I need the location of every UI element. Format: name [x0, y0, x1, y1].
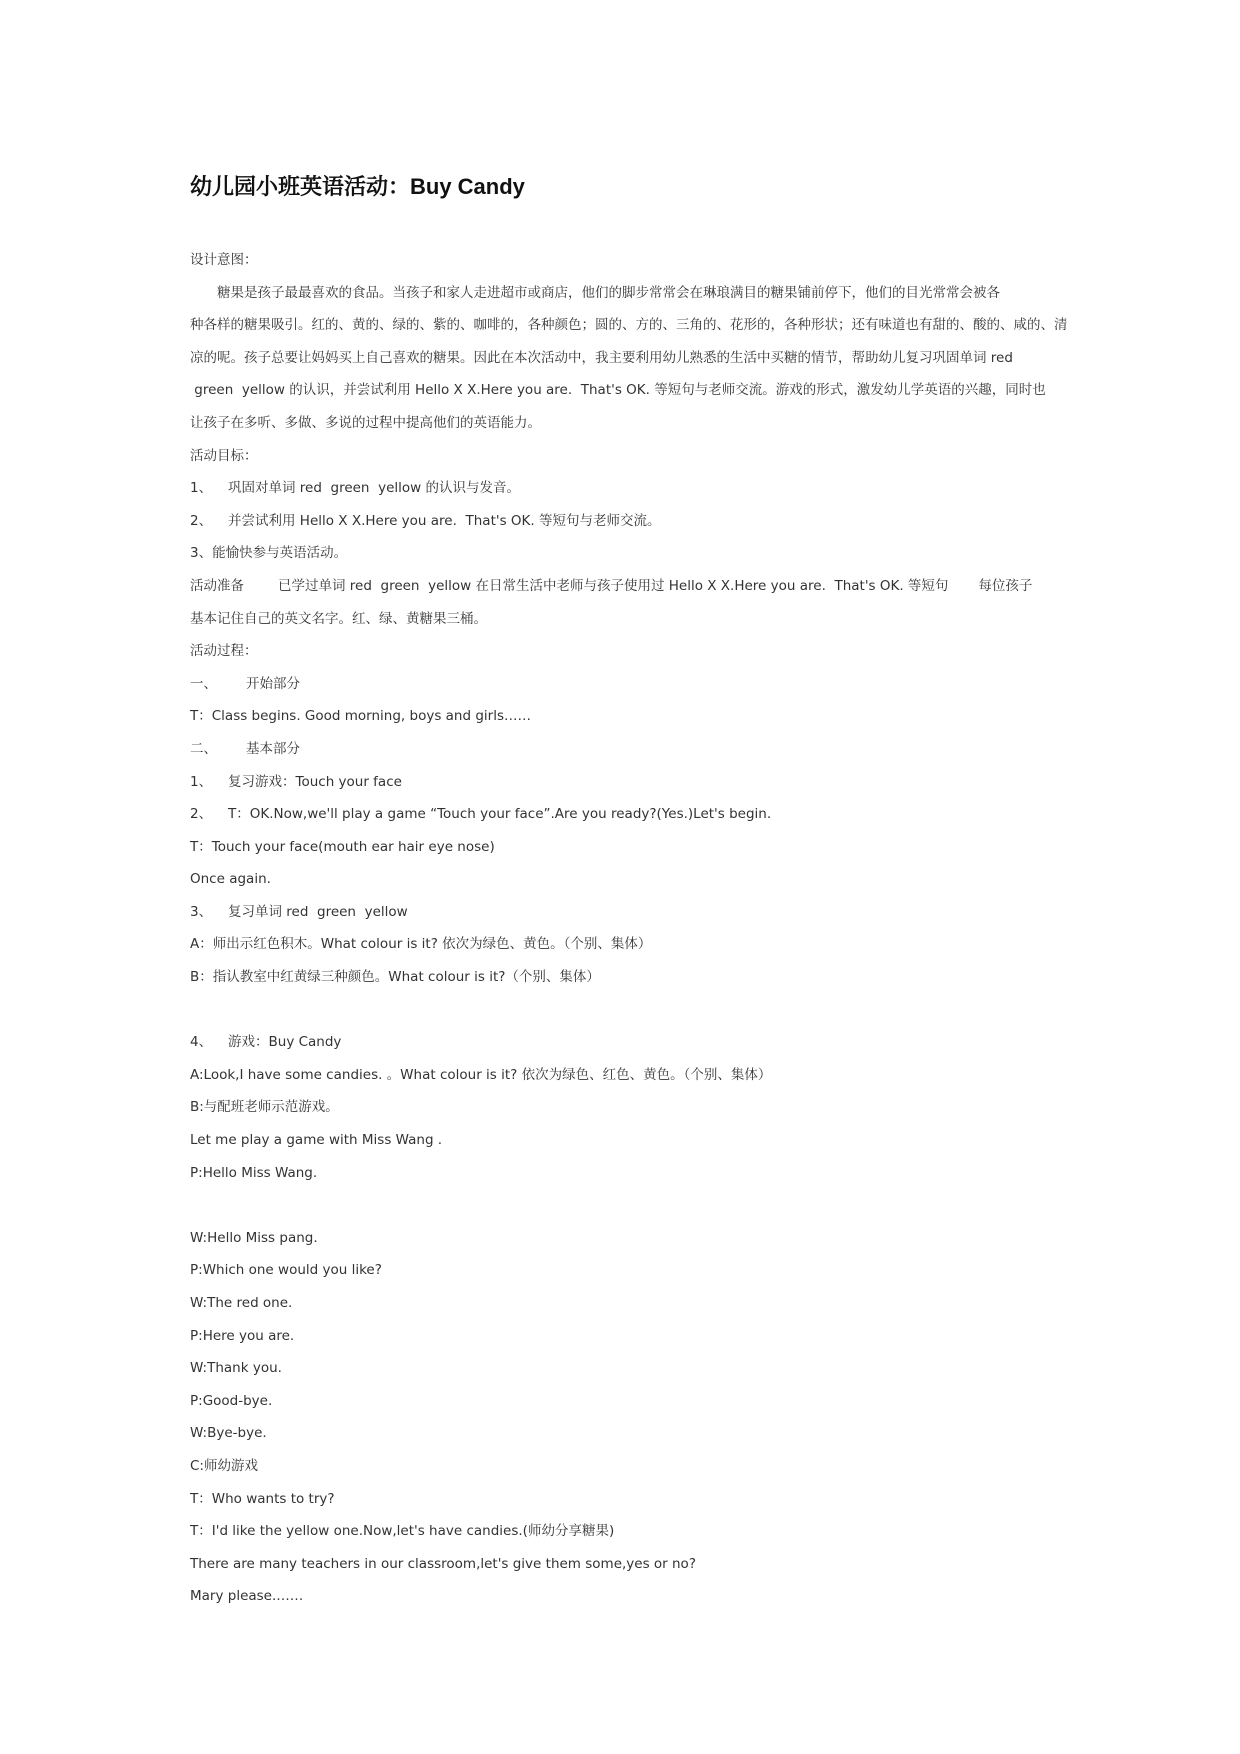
dialogue-line: W:Hello Miss pang.: [190, 1229, 318, 1246]
part-number: 二、: [190, 740, 217, 757]
step-item: [190, 766, 1060, 799]
process-heading: 活动过程：: [190, 643, 258, 660]
dialogue-line: C:师幼游戏: [190, 1457, 258, 1474]
step-item: [190, 798, 1060, 831]
goal-text: 巩固对单词 red green yellow 的认识与发音。: [228, 480, 520, 497]
step-text: 游戏：Buy Candy: [228, 1034, 342, 1051]
dialogue-line: Once again.: [190, 871, 271, 888]
dialogue-line: T：Who wants to try?: [190, 1490, 335, 1507]
process-part-heading: [190, 733, 1060, 766]
part-label: 基本部分: [246, 740, 300, 757]
dialogue-line: T：I'd like the yellow one.Now,let's have candies.(师幼分享糖果): [190, 1523, 615, 1540]
dialogue-line: Let me play a game with Miss Wang .: [190, 1132, 443, 1149]
design-intent-line: 糖果是孩子最最喜欢的食品。当孩子和家人走进超市或商店，他们的脚步常常会在琳琅满目的糖果铺前停下，他们的目光常常会被各: [217, 284, 1000, 301]
dialogue-line: A：师出示红色积木。What colour is it? 依次为绿色、黄色。（个别、集体）: [190, 936, 652, 953]
dialogue-line: P:Here you are.: [190, 1327, 295, 1344]
goal-number: 1、: [190, 480, 213, 497]
step-number: 4、: [190, 1034, 213, 1051]
prep-text-tail: 每位孩子: [978, 577, 1033, 594]
goal-item: 3、能愉快参与英语活动。: [190, 545, 348, 562]
dialogue-line: There are many teachers in our classroom,let's give them some,yes or no?: [190, 1555, 696, 1572]
part-label: 开始部分: [246, 675, 300, 692]
document-body: [190, 170, 1068, 1613]
part-number: 一、: [190, 675, 217, 692]
step-text: 复习单词 red green yellow: [228, 903, 408, 920]
dialogue-line: W:The red one.: [190, 1295, 293, 1311]
prep-line-2: 基本记住自己的英文名字。红、绿、黄糖果三桶。: [190, 610, 487, 627]
goals-heading: 活动目标：: [190, 447, 258, 464]
design-intent-line: 让孩子在多听、多做、多说的过程中提高他们的英语能力。: [190, 414, 541, 431]
prep-text: 已学过单词 red green yellow 在日常生活中老师与孩子使用过 Hello X X.Here you are. That's OK. 等短句: [278, 577, 949, 594]
step-text: 复习游戏：Touch your face: [228, 773, 402, 790]
dialogue-line: B：指认教室中红黄绿三种颜色。What colour is it?（个别、集体）: [190, 969, 600, 986]
goal-text: 并尝试利用 Hello X X.Here you are. That's OK. 等短句与老师交流。: [228, 512, 661, 529]
prep-line: [190, 570, 1060, 603]
step-number: 3、: [190, 903, 213, 920]
design-intent-heading: 设计意图：: [190, 252, 258, 268]
dialogue-line: P:Which one would you like?: [190, 1262, 382, 1279]
design-intent-line: green yellow 的认识，并尝试利用 Hello X X.Here you are. That's OK. 等短句与老师交流。游戏的形式，激发幼儿学英语的兴趣，同时也: [190, 382, 1046, 399]
dialogue-line: T：Class begins. Good morning, boys and girls……: [190, 708, 531, 725]
step-item: [190, 1026, 1060, 1059]
goal-item: [190, 505, 1060, 538]
design-intent-line: 凉的呢。孩子总要让妈妈买上自己喜欢的糖果。因此在本次活动中，我主要利用幼儿熟悉的生活中买糖的情节，帮助幼儿复习巩固单词 red: [190, 349, 1013, 366]
step-text: T：OK.Now,we'll play a game “Touch your face”.Are you ready?(Yes.)Let's begin.: [228, 806, 772, 823]
design-intent-line: 种各样的糖果吸引。红的、黄的、绿的、紫的、咖啡的，各种颜色；圆的、方的、三角的、花形的，各种形状；还有味道也有甜的、酸的、咸的、清: [190, 317, 1068, 334]
dialogue-line: W:Thank you.: [190, 1360, 282, 1377]
spacer: [190, 994, 1060, 1027]
dialogue-line: A:Look,I have some candies. 。What colour is it? 依次为绿色、红色、黄色。（个别、集体）: [190, 1066, 772, 1083]
dialogue-line: Mary please.……: [190, 1588, 304, 1605]
dialogue-line: B:与配班老师示范游戏。: [190, 1099, 339, 1116]
goal-number: 2、: [190, 512, 213, 529]
step-number: 2、: [190, 806, 213, 823]
step-item: [190, 896, 1060, 929]
spacer: [190, 1189, 1060, 1222]
document-title: 幼儿园小班英语活动：Buy Candy: [190, 174, 525, 199]
step-number: 1、: [190, 773, 213, 790]
dialogue-line: P:Good-bye.: [190, 1392, 273, 1409]
dialogue-line: T：Touch your face(mouth ear hair eye nose): [190, 838, 495, 855]
prep-heading: 活动准备: [190, 577, 244, 594]
dialogue-line: W:Bye-bye.: [190, 1425, 267, 1442]
goal-item: [190, 472, 1060, 505]
process-part-heading: [190, 668, 1060, 701]
dialogue-line: P:Hello Miss Wang.: [190, 1164, 318, 1181]
